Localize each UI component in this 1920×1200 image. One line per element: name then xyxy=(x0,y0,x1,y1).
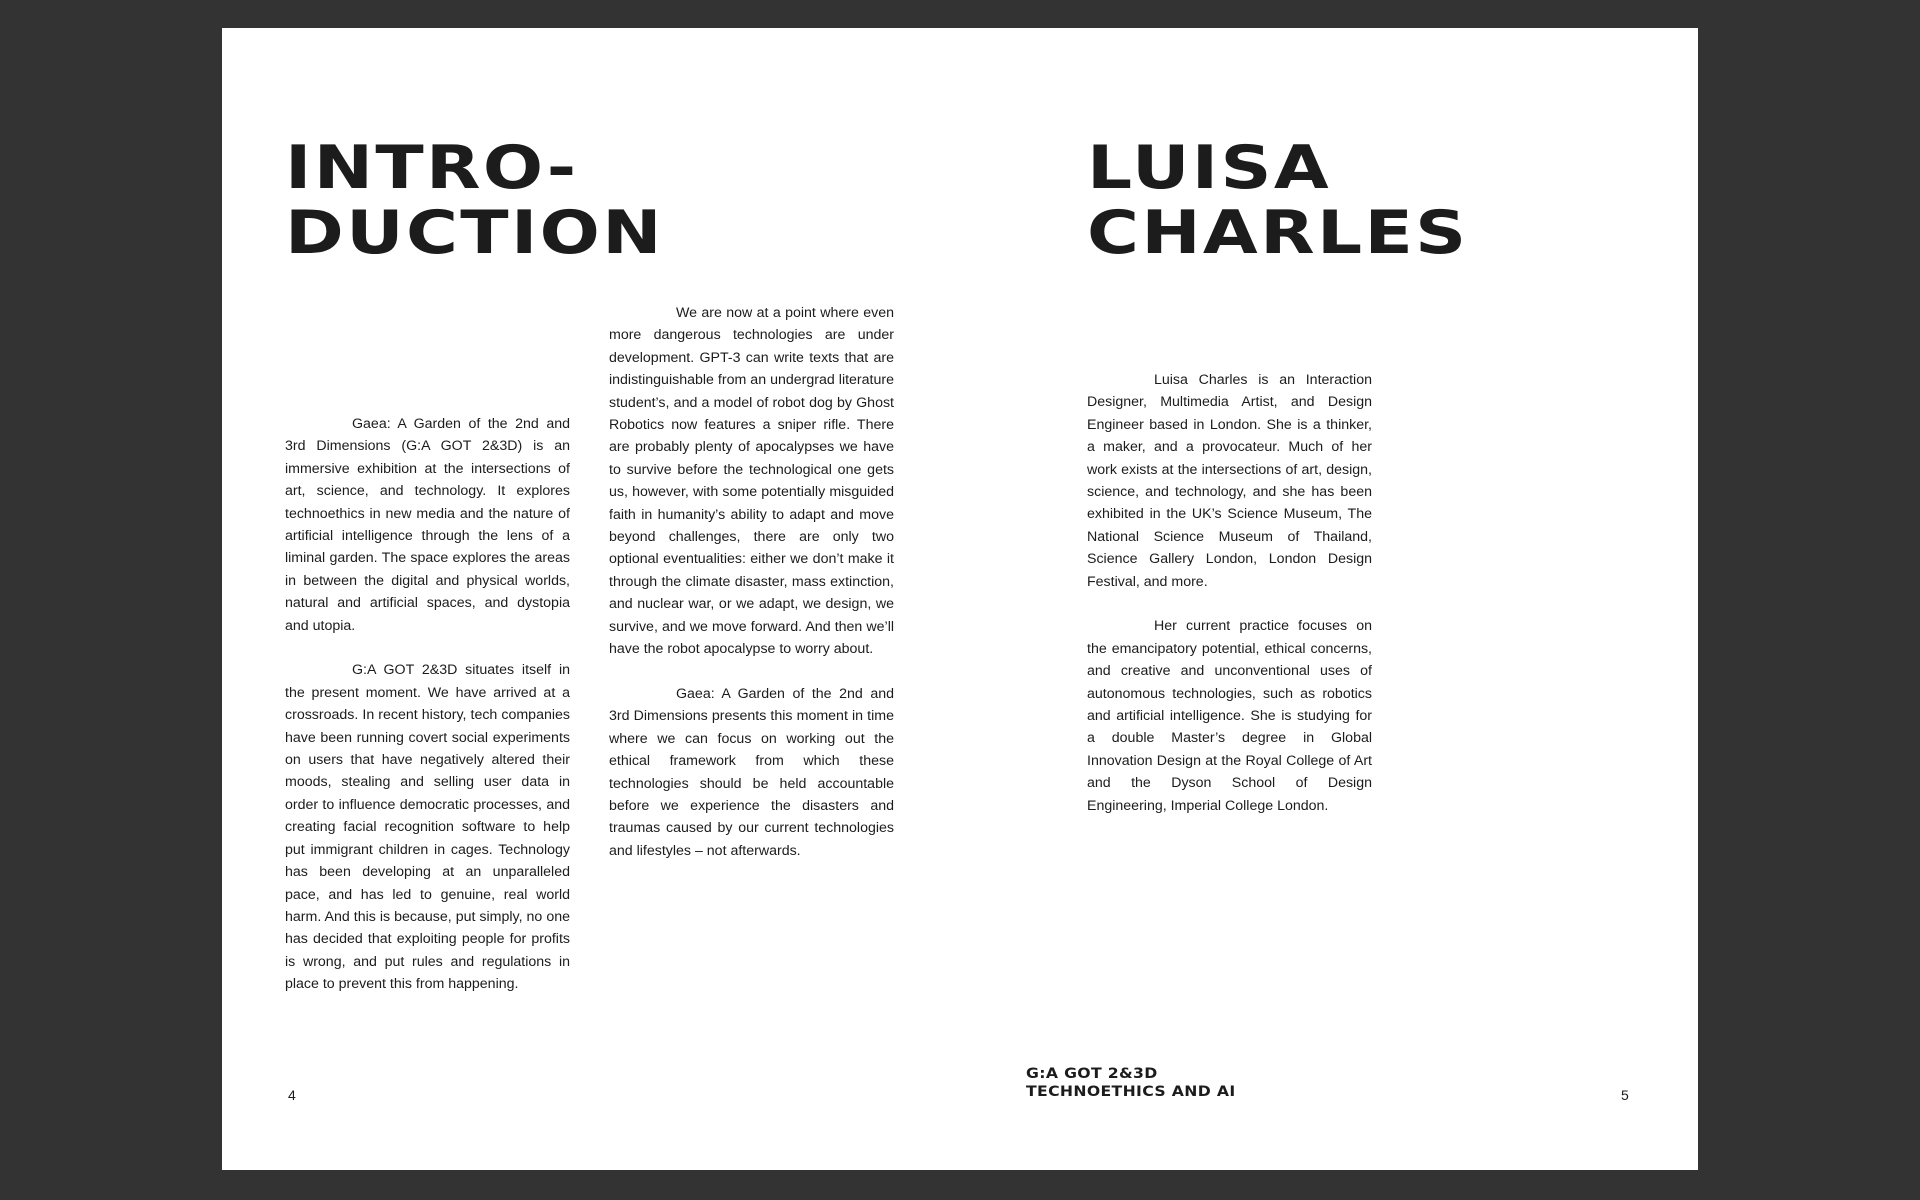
footer-line: G:A GOT 2&3D xyxy=(1026,1066,1158,1082)
body-paragraph: Her current practice focuses on the emancipatory potential, ethical concerns, and creative and unconventional uses of autonomous technologies, such as robotics and artificial intelligence. She is studying for a double Master’s degree in Global Innovation Design at the Royal College of Art and the Dyson School of Design Engineering, Imperial College London. xyxy=(1087,618,1372,814)
author-bio-column xyxy=(1087,369,1372,817)
page-number-left: 4 xyxy=(288,1087,296,1103)
heading-line: INTRO- xyxy=(285,133,579,203)
body-paragraph: We are now at a point where even more dangerous technologies are under development. GPT-3 can write texts that are indistinguishable from an undergrad literature student’s, and a model of robot dog by Ghost Robotics now features a sniper rifle. There are probably plenty of apocalypses we have to survive before the technological one gets us, however, with some potentially misguided faith in humanity’s ability to adapt and move beyond challenges, there are only two optional eventualities: either we don’t make it through the climate disaster, mass extinction, and nuclear war, or we adapt, we design, we survive, and we move forward. And then we’ll have the robot apocalypse to worry about. xyxy=(609,305,894,658)
heading-line: DUCTION xyxy=(285,198,664,268)
introduction-column-2 xyxy=(609,302,894,862)
page-number-right: 5 xyxy=(1621,1087,1629,1103)
footer-line: TECHNOETHICS AND AI xyxy=(1026,1084,1236,1100)
heading-line: LUISA xyxy=(1087,133,1332,203)
introduction-heading xyxy=(285,133,664,268)
author-heading xyxy=(1087,133,1469,268)
heading-line: CHARLES xyxy=(1087,198,1469,268)
body-paragraph: Gaea: A Garden of the 2nd and 3rd Dimensions (G:A GOT 2&3D) is an immersive exhibition at the intersections of art, science, and technology. It explores technoethics in new media and the nature of artificial intelligence through the lens of a liminal garden. The space explores the areas in between the digital and physical worlds, natural and artificial spaces, and dystopia and utopia. xyxy=(285,416,570,634)
running-footer xyxy=(1026,1065,1235,1101)
book-spread xyxy=(222,28,1698,1170)
introduction-column-1 xyxy=(285,413,570,996)
body-paragraph: Luisa Charles is an Interaction Designer, Multimedia Artist, and Design Engineer based in London. She is a thinker, a maker, and a provocateur. Much of her work exists at the intersections of art, design, science, and technology, and she has been exhibited in the UK’s Science Museum, The National Science Museum of Thailand, Science Gallery London, London Design Festival, and more. xyxy=(1087,372,1372,590)
body-paragraph: G:A GOT 2&3D situates itself in the present moment. We have arrived at a crossroads. In recent history, tech companies have been running covert social experiments on users that have negatively altered their moods, stealing and selling user data in order to influence democratic processes, and creating facial recognition software to help put immigrant children in cages. Technology has been developing at an unparalleled pace, and has led to genuine, real world harm. And this is because, put simply, no one has decided that exploiting people for profits is wrong, and put rules and regulations in place to prevent this from happening. xyxy=(285,662,570,993)
body-paragraph: Gaea: A Garden of the 2nd and 3rd Dimensions presents this moment in time where we can focus on working out the ethical framework from which these technologies should be held accountable before we experience the disasters and traumas caused by our current technologies and lifestyles – not afterwards. xyxy=(609,685,894,859)
